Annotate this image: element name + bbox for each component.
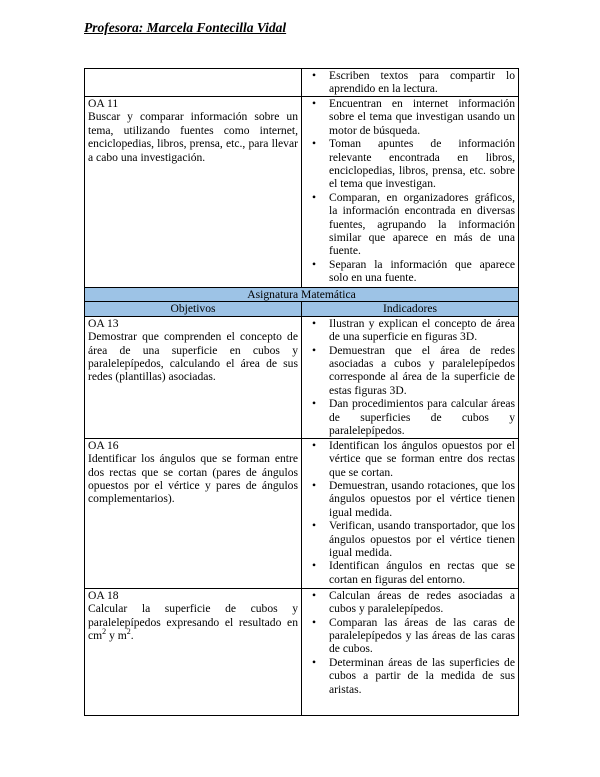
indicator-item: • Toman apuntes de información relevante encontrada en libros, enciclopedias, libros, prensa, etc. sobre el tema que investigan. bbox=[305, 137, 515, 191]
column-header-objetivos: Objetivos bbox=[85, 302, 302, 316]
objective-code: OA 13 bbox=[88, 316, 119, 330]
indicator-item: • Identifican ángulos en rectas que se cortan en figuras del entorno. bbox=[305, 559, 515, 586]
section-title-row bbox=[85, 288, 519, 302]
indicator-item: • Demuestran, usando rotaciones, que los ángulos opuestos por el vértice tienen igual medida. bbox=[305, 479, 515, 519]
objective-text: Identificar los ángulos que se forman entre dos rectas que se cortan (pares de ángulos opuestos por el vértice y pares de ángulos complementarios). bbox=[88, 452, 298, 506]
indicator-item: • Comparan las áreas de las caras de paralelepípedos y las áreas de las caras de cubos. bbox=[305, 616, 515, 656]
table-row bbox=[85, 69, 519, 97]
objective-cell bbox=[85, 316, 302, 438]
column-header-row bbox=[85, 302, 519, 316]
curriculum-table bbox=[84, 68, 519, 716]
indicators-cell bbox=[302, 97, 519, 288]
indicators-cell bbox=[302, 69, 519, 97]
indicator-item: • Determinan áreas de las superficies de cubos a partir de la medida de sus aristas. bbox=[305, 656, 515, 696]
header-author: Profesora: Marcela Fontecilla Vidal bbox=[84, 20, 287, 35]
section-title: Asignatura Matemática bbox=[85, 288, 519, 302]
indicator-item: • Dan procedimientos para calcular áreas de superficies de cubos y paralelepípedos. bbox=[305, 397, 515, 437]
indicator-item: • Demuestran que el área de redes asociadas a cubos y paralelepípedos corresponde al área de la superficie de estas figuras 3D. bbox=[305, 344, 515, 398]
indicator-item: • Ilustran y explican el concepto de área de una superficie en figuras 3D. bbox=[305, 317, 515, 344]
indicator-item: • Escriben textos para compartir lo aprendido en la lectura. bbox=[305, 69, 515, 96]
table-row bbox=[85, 316, 519, 438]
indicators-cell bbox=[302, 438, 519, 588]
objective-cell bbox=[85, 438, 302, 588]
table-row bbox=[85, 97, 519, 288]
objective-code: OA 18 bbox=[88, 588, 119, 602]
table-row bbox=[85, 438, 519, 588]
indicator-item: • Identifican los ángulos opuestos por el vértice que se forman entre dos rectas que se cortan. bbox=[305, 439, 515, 479]
indicators-cell bbox=[302, 316, 519, 438]
indicator-item: • Verifican, usando transportador, que los ángulos opuestos por el vértice tienen igual medida. bbox=[305, 519, 515, 559]
objective-code: OA 16 bbox=[88, 438, 119, 452]
objective-text: Buscar y comparar información sobre un tema, utilizando fuentes como internet, enciclopedias, libros, prensa, etc., para llevar a cabo una investigación. bbox=[88, 110, 298, 164]
indicator-item: • Encuentran en internet información sobre el tema que investigan usando un motor de búsqueda. bbox=[305, 97, 515, 137]
column-header-indicadores: Indicadores bbox=[302, 302, 519, 316]
objective-text: Demostrar que comprenden el concepto de área de una superficie en cubos y paralelepípedos, calculando el área de sus redes (plantillas) asociadas. bbox=[88, 330, 298, 384]
indicators-cell bbox=[302, 588, 519, 715]
table-row bbox=[85, 588, 519, 715]
objective-cell bbox=[85, 588, 302, 715]
indicator-item: • Comparan, en organizadores gráficos, la información encontrada en diversas fuentes, agrupando la información similar que aparece en más de una fuente. bbox=[305, 191, 515, 258]
objective-text: Calcular la superficie de cubos y paralelepípedos expresando el resultado en $cm^2$ y $m^2$. bbox=[88, 602, 298, 643]
objective-cell bbox=[85, 97, 302, 288]
indicator-item: • Separan la información que aparece solo en una fuente. bbox=[305, 258, 515, 285]
objective-cell bbox=[85, 69, 302, 97]
indicator-item: • Calculan áreas de redes asociadas a cubos y paralelepípedos. bbox=[305, 589, 515, 616]
objective-code: OA 11 bbox=[88, 97, 119, 110]
